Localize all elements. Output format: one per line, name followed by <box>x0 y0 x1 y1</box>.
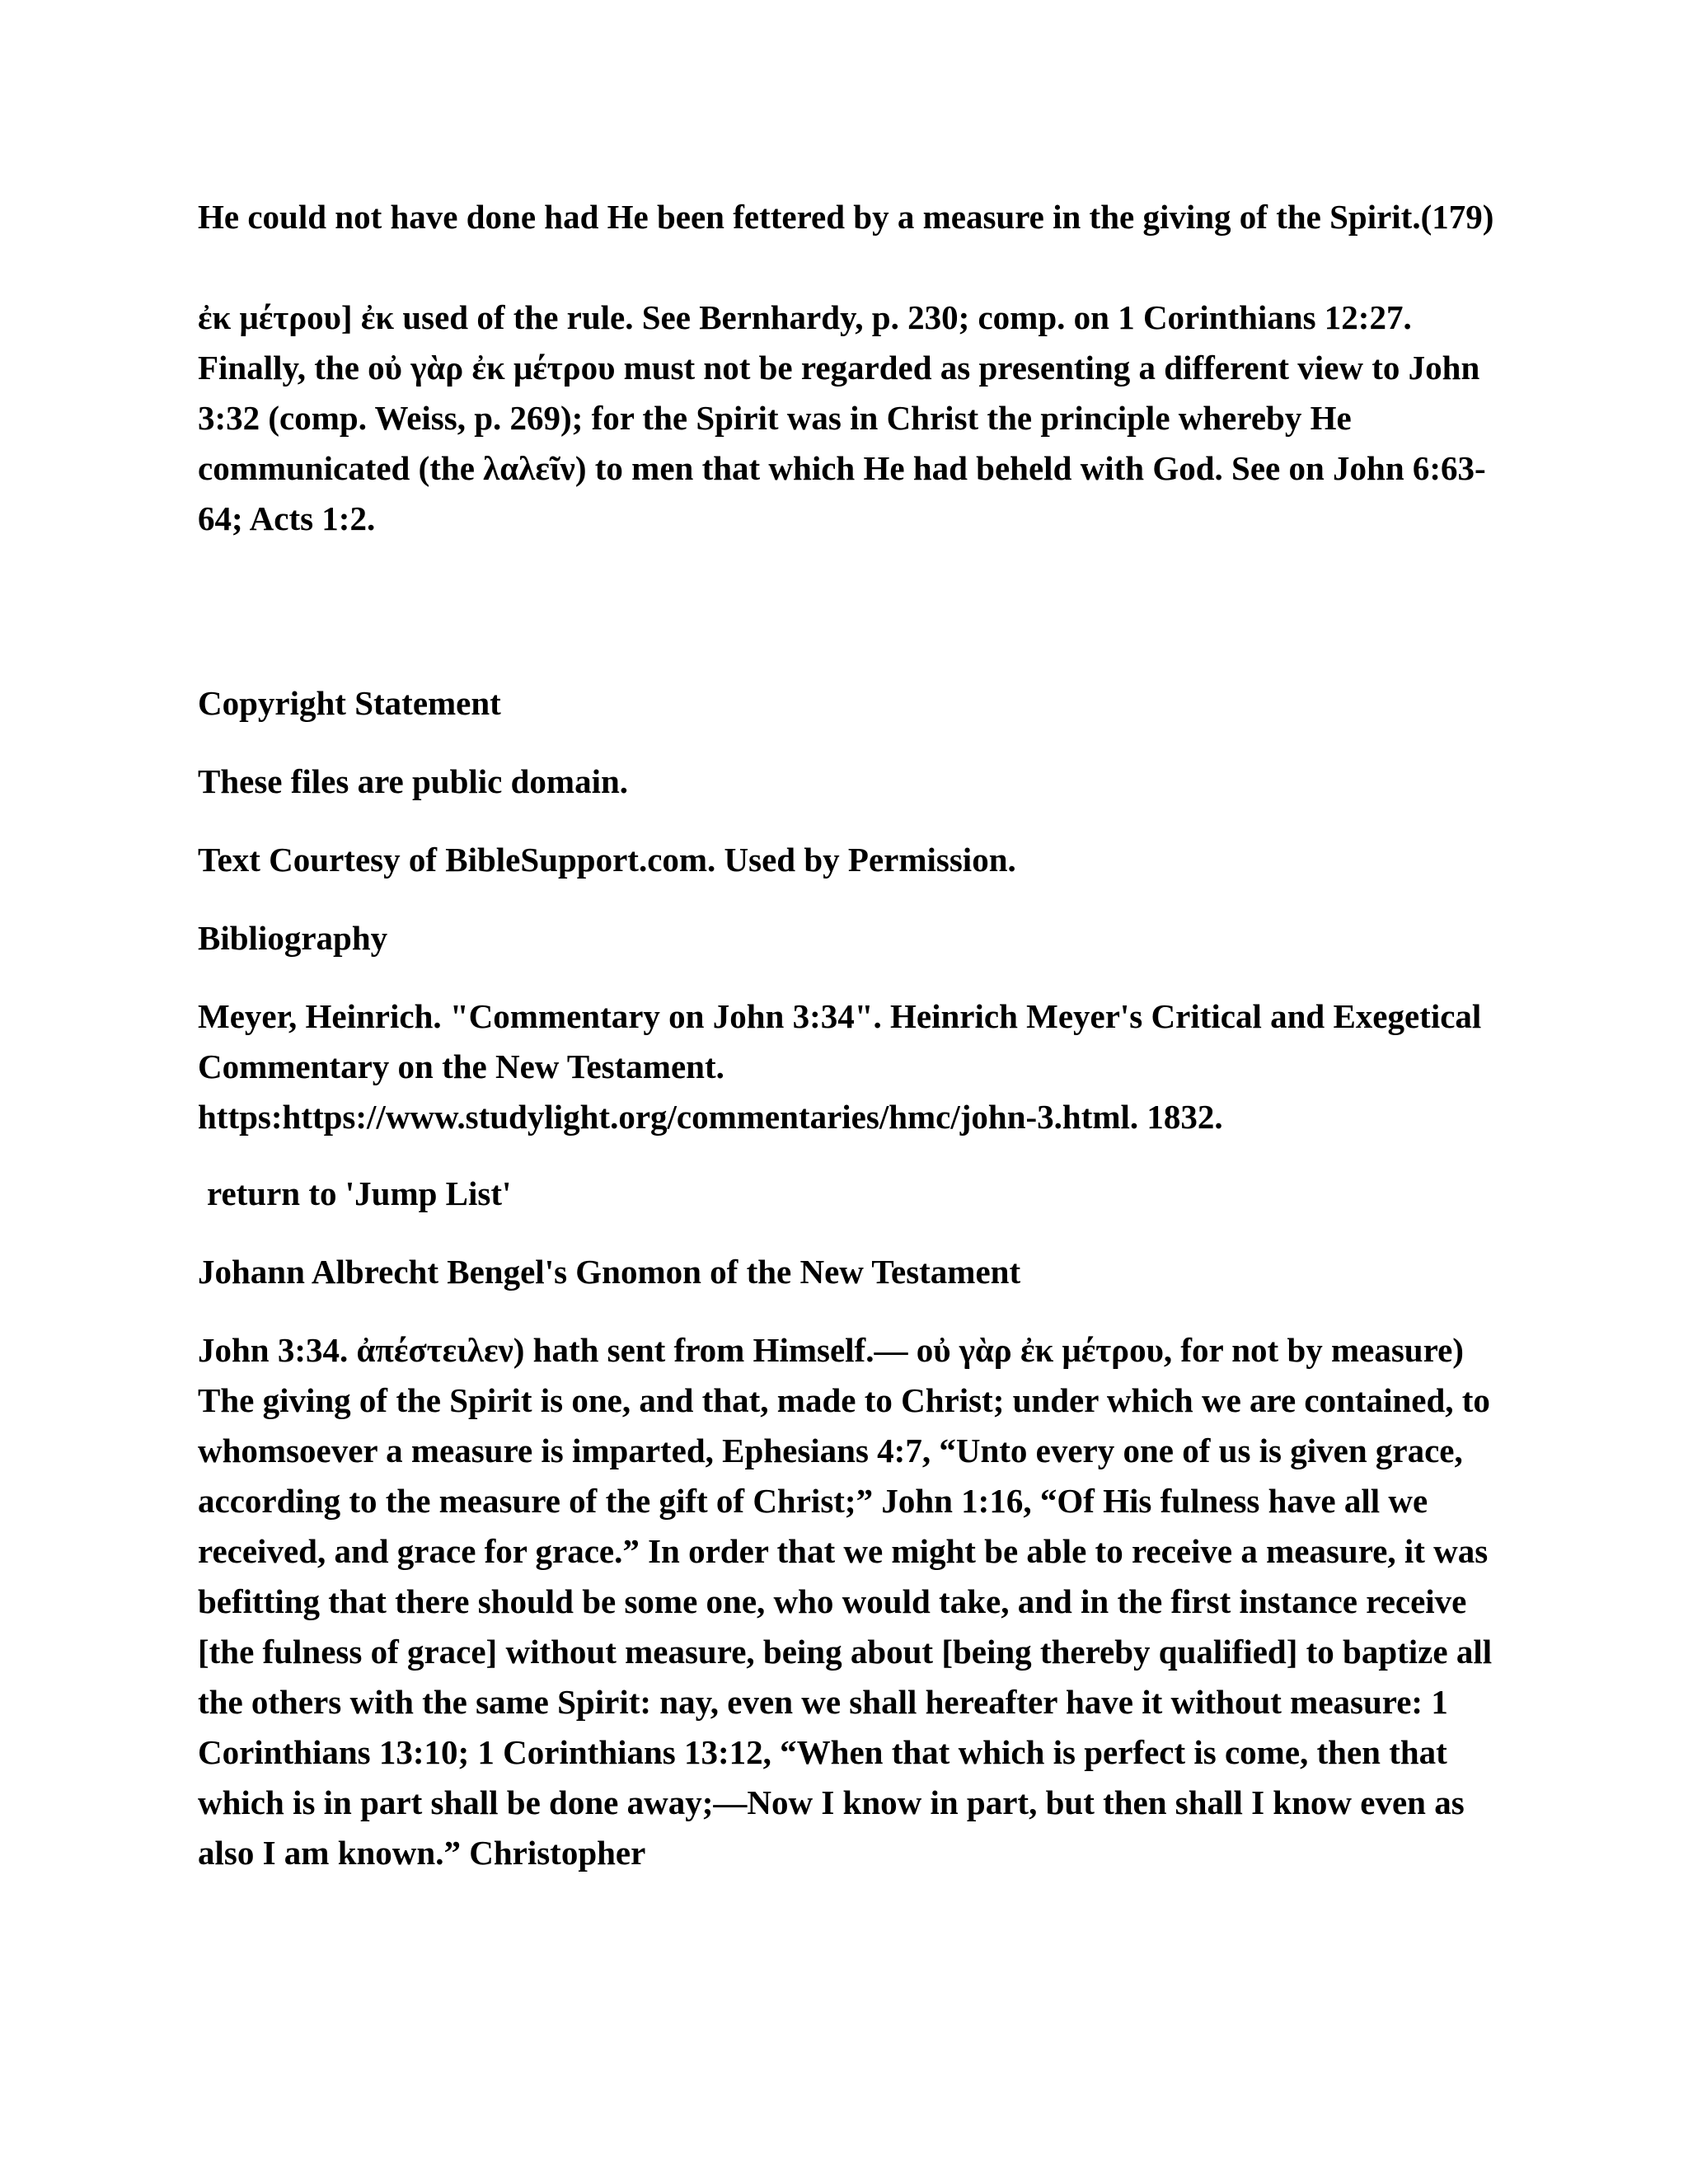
copyright-heading: Copyright Statement <box>198 684 501 722</box>
return-to-jump-list-container <box>207 1169 1517 1219</box>
citation-text: Meyer, Heinrich. "Commentary on John 3:34". Heinrich Meyer's Critical and Exegetical Commentary on the New Testament. https:https://www.studylight.org/commentaries/hmc/john-3.html. 1832. <box>198 997 1482 1136</box>
return-to-jump-list-link[interactable]: return to 'Jump List' <box>207 1174 512 1212</box>
bengel-heading: Johann Albrecht Bengel's Gnomon of the New Testament <box>198 1253 1021 1291</box>
greek-note-paragraph: ἐκ μέτρου] ἐκ used of the rule. See Bernhardy, p. 230; comp. on 1 Corinthians 12:27. Finally, the οὐ γὰρ ἐκ μέτρου must not be regarded as presenting a different view to John 3:32 (comp. Weiss, p. 269); for the Spirit was in Christ the principle whereby He communicated (the λαλεῖν) to men that which He had beheld with God. See on John 6:63-64; Acts 1:2. <box>198 298 1486 537</box>
bibliography-heading: Bibliography <box>198 919 388 957</box>
public-domain-text: These files are public domain. <box>198 762 629 800</box>
courtesy-text: Text Courtesy of BibleSupport.com. Used by Permission. <box>198 841 1016 879</box>
bengel-paragraph: John 3:34. ἀπέστειλεν) hath sent from Himself.— οὐ γὰρ ἐκ μέτρου, for not by measure) The giving of the Spirit is one, and that, made to Christ; under which we are contained, to whomsoever a measure is imparted, Ephesians 4:7, “Unto every one of us is given grace, according to the measure of the gift of Christ;” John 1:16, “Of His fulness have all we received, and grace for grace.” In order that we might be able to receive a measure, it was befitting that there should be some one, who would take, and in the first instance receive [the fulness of grace] without measure, being about [being thereby qualified] to baptize all the others with the same Spirit: nay, even we shall hereafter have it without measure: 1 Corinthians 13:10; 1 Corinthians 13:12, “When that which is perfect is come, then that which is in part shall be done away;—Now I know in part, but then shall I know even as also I am known.” Christopher <box>198 1331 1493 1872</box>
continuation-paragraph: He could not have done had He been fettered by a measure in the giving of the Spirit.(179) <box>198 198 1494 236</box>
